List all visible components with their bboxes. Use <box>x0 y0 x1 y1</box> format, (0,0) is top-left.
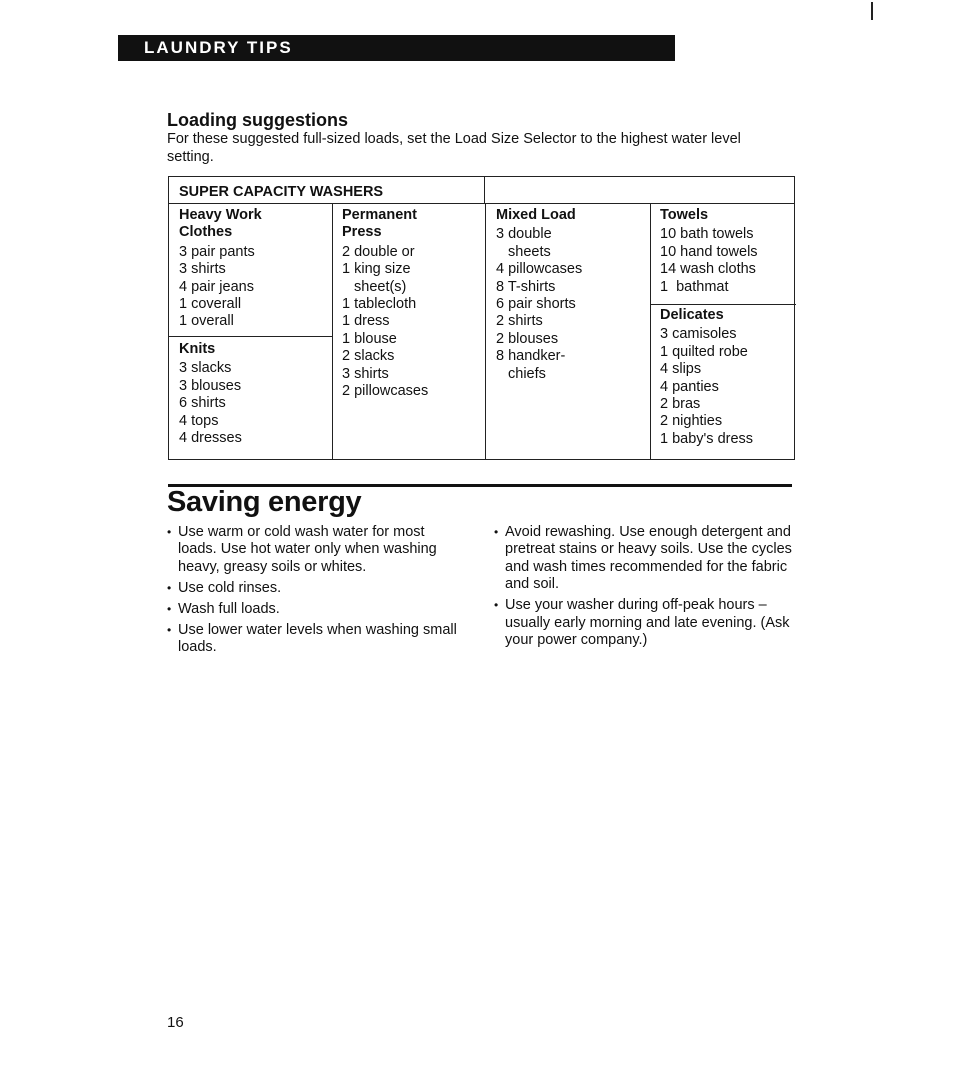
list-item: 1 tablecloth <box>342 296 417 313</box>
list-item: 4 pillowcases <box>496 261 583 278</box>
list-item: 10 bath towels <box>660 226 754 243</box>
list-item: 8 handker- <box>496 348 566 365</box>
list-item: 4 tops <box>179 412 219 429</box>
saving-tips-right <box>494 524 794 653</box>
mixed-load-title: Mixed Load <box>496 207 576 223</box>
list-item: 2 double or <box>342 243 415 260</box>
list-item: 1 coverall <box>179 296 242 313</box>
list-item: 2 bras <box>660 396 701 413</box>
list-item: 4 dresses <box>179 430 242 447</box>
load-table <box>168 176 795 460</box>
towels-column <box>660 207 758 296</box>
towels-title: Towels <box>660 207 709 223</box>
loading-intro-text: For these suggested full-sized loads, set the Load Size Selector to the highest water level setting. <box>167 131 741 165</box>
list-item: 10 hand towels <box>660 243 758 260</box>
delicates-divider <box>650 304 796 305</box>
list-item: • Use cold rinses. <box>167 580 457 597</box>
list-item: • Use lower water levels when washing small loads. <box>167 622 457 657</box>
heavy-work-column <box>179 207 262 331</box>
list-item: chiefs <box>508 365 546 382</box>
list-item: 2 pillowcases <box>342 383 429 400</box>
list-item: 4 pair jeans <box>179 278 254 295</box>
column-divider <box>485 203 486 459</box>
list-item: 14 wash cloths <box>660 261 756 278</box>
list-item: 2 nighties <box>660 413 723 430</box>
list-item: 3 double <box>496 226 552 243</box>
permanent-press-title: Permanent Press <box>342 207 417 241</box>
permanent-press-column <box>342 207 428 400</box>
list-item: 2 slacks <box>342 348 395 365</box>
table-heading-divider <box>169 203 794 204</box>
list-item: 3 shirts <box>342 365 389 382</box>
margin-mark <box>871 2 873 20</box>
list-item: 3 blouses <box>179 377 242 394</box>
list-item: 8 T-shirts <box>496 278 556 295</box>
list-item: 4 panties <box>660 378 719 395</box>
list-item: 1 bathmat <box>660 278 729 295</box>
list-item: 3 slacks <box>179 360 232 377</box>
list-item: • Use your washer during off-peak hours – usually early morning and late evening. (Ask your power company.) <box>494 597 794 649</box>
knits-title: Knits <box>179 341 216 357</box>
list-item: • Wash full loads. <box>167 601 457 618</box>
list-item: sheets <box>508 243 551 260</box>
column-divider <box>332 203 333 459</box>
section-header-bar: LAUNDRY TIPS <box>118 35 675 61</box>
table-heading: SUPER CAPACITY WASHERS <box>169 177 485 203</box>
list-item: 1 overall <box>179 313 234 330</box>
knits-column <box>179 341 242 447</box>
list-item: • Use warm or cold wash water for most loads. Use hot water only when washing heavy, greasy soils or whites. <box>167 524 457 576</box>
list-item: 1 king size <box>342 261 411 278</box>
list-item: sheet(s) <box>354 278 407 295</box>
list-item: 1 dress <box>342 313 390 330</box>
page-number: 16 <box>167 1014 184 1031</box>
loading-suggestions-title: Loading suggestions <box>167 110 349 130</box>
column-divider <box>650 203 651 459</box>
list-item: 3 pair pants <box>179 243 255 260</box>
knits-divider <box>169 336 333 337</box>
list-item: • Avoid rewashing. Use enough detergent and pretreat stains or heavy soils. Use the cycles and wash times recommended for the fabric and soil. <box>494 524 794 594</box>
list-item: 1 baby's dress <box>660 430 754 447</box>
list-item: 3 shirts <box>179 261 226 278</box>
heavy-work-title: Heavy Work Clothes <box>179 207 262 241</box>
list-item: 6 shirts <box>179 395 226 412</box>
list-item: 4 slips <box>660 361 702 378</box>
list-item: 6 pair shorts <box>496 296 576 313</box>
list-item: 2 blouses <box>496 330 559 347</box>
list-item: 1 blouse <box>342 330 397 347</box>
saving-energy-title: Saving energy <box>167 486 362 518</box>
mixed-load-column <box>496 207 582 383</box>
list-item: 2 shirts <box>496 313 543 330</box>
delicates-title: Delicates <box>660 307 724 323</box>
delicates-column <box>660 307 753 448</box>
saving-tips-left <box>167 524 457 660</box>
list-item: 1 quilted robe <box>660 343 748 360</box>
list-item: 3 camisoles <box>660 326 737 343</box>
